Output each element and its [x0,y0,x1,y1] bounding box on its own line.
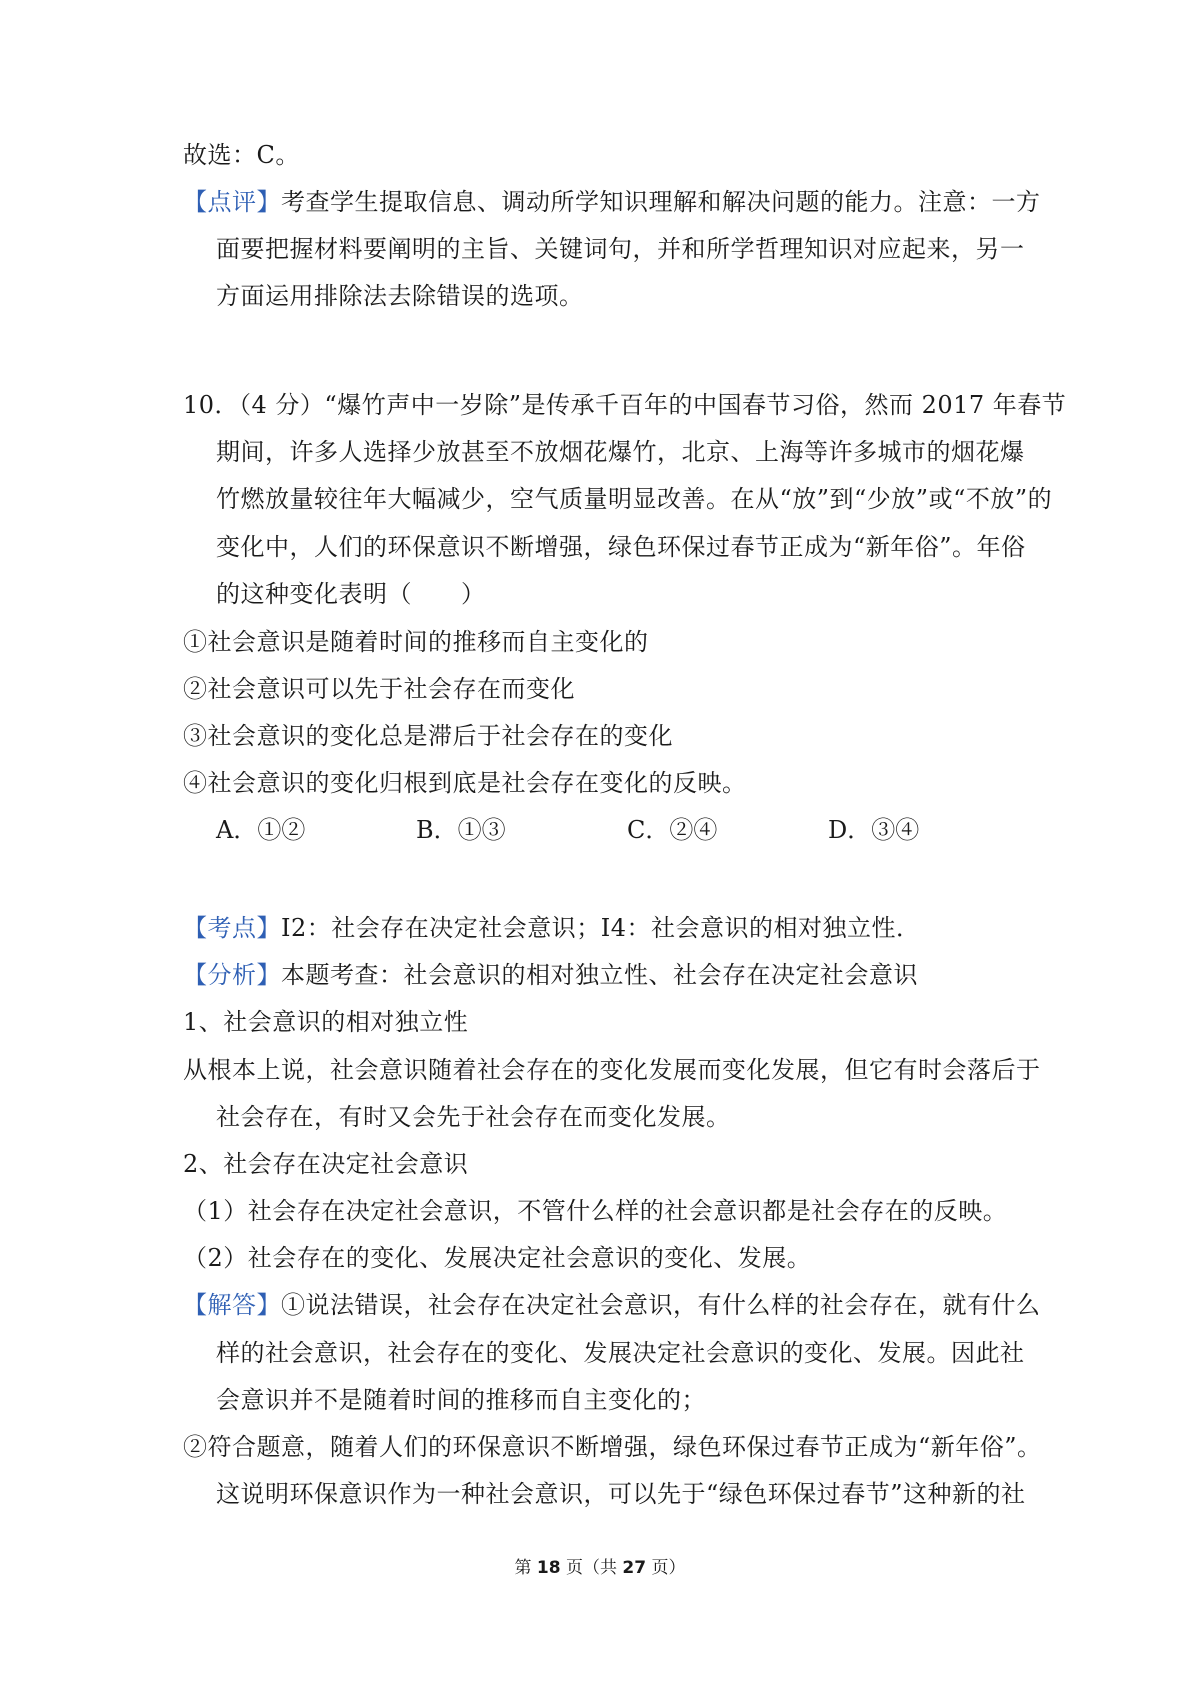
analysis-text-6: （1）社会存在决定社会意识，不管什么样的社会意识都是社会存在的反映。 [183,1197,1008,1225]
analysis-text-2: 1、社会意识的相对独立性 [183,1008,469,1036]
answer-text-5: 这说明环保意识作为一种社会意识，可以先于“绿色环保过春节”这种新的社 [216,1480,1026,1508]
question-text-3: 竹燃放量较往年大幅减少，空气质量明显改善。在从“放”到“少放”或“不放”的 [216,485,1053,513]
knowledge-point-text: I2：社会存在决定社会意识；I4：社会意识的相对独立性． [281,914,921,942]
statement-3-text: ③社会意识的变化总是滞后于社会存在的变化 [183,722,673,750]
analysis-line-3 [183,1053,1041,1087]
analysis-line-7 [183,1241,811,1275]
analysis-line-5 [183,1147,468,1181]
review-line-1 [183,185,1041,219]
statement-4 [183,766,747,800]
analysis-line-6 [183,1194,1007,1228]
analysis-text-3: 从根本上说，社会意识随着社会存在的变化发展而变化发展，但它有时会落后于 [183,1056,1041,1084]
footer-total-pages: 27 [622,1558,647,1578]
analysis-text-4: 社会存在，有时又会先于社会存在而变化发展。 [216,1103,731,1131]
conclusion-text: 故选：C。 [183,141,300,169]
analysis-line-2 [183,1005,468,1039]
page-footer [0,1556,1200,1580]
analysis-line-1 [183,958,918,992]
question-text-1: 10．（4 分）“爆竹声中一岁除”是传承千百年的中国春节习俗，然而 2017 年春节 [183,391,1067,419]
footer-page-number: 18 [536,1558,561,1578]
option-a: A．①② [216,816,306,844]
option-c: C．②④ [627,816,718,844]
analysis-text-1: 本题考查：社会意识的相对独立性、社会存在决定社会意识 [281,961,918,989]
question-text-2: 期间，许多人选择少放甚至不放烟花爆竹，北京、上海等许多城市的烟花爆 [216,438,1025,466]
answer-line-4 [183,1430,1042,1464]
conclusion-line [183,138,300,172]
knowledge-point-tag: 【考点】 [183,914,281,942]
analysis-text-7: （2）社会存在的变化、发展决定社会意识的变化、发展。 [183,1244,812,1272]
question-line-3 [216,482,1052,516]
answer-text-4: ②符合题意，随着人们的环保意识不断增强，绿色环保过春节正成为“新年俗”。 [183,1433,1042,1461]
review-tag: 【点评】 [183,188,281,216]
answer-text-1: ①说法错误，社会存在决定社会意识，有什么样的社会存在，就有什么 [281,1291,1041,1319]
answer-text-2: 样的社会意识，社会存在的变化、发展决定社会意识的变化、发展。因此社 [216,1339,1025,1367]
question-line-5 [216,577,486,611]
analysis-tag: 【分析】 [183,961,281,989]
option-b: B．①③ [416,816,506,844]
statement-3 [183,719,673,753]
review-text-2: 面要把握材料要阐明的主旨、关键词句，并和所学哲理知识对应起来，另一 [216,235,1025,263]
answer-line-2 [216,1336,1025,1370]
question-text-5: 的这种变化表明（ ） [216,580,486,608]
question-line-1 [183,388,1066,422]
statement-2 [183,672,575,706]
review-line-2 [216,232,1025,266]
analysis-line-4 [216,1100,731,1134]
review-line-3 [216,279,584,313]
statement-1 [183,625,649,659]
footer-prefix: 第 [514,1558,537,1578]
answer-line-5 [216,1477,1026,1511]
statement-1-text: ①社会意识是随着时间的推移而自主变化的 [183,628,649,656]
question-text-4: 变化中，人们的环保意识不断增强，绿色环保过春节正成为“新年俗”。年俗 [216,533,1026,561]
review-text-1: 考查学生提取信息、调动所学知识理解和解决问题的能力。注意：一方 [281,188,1041,216]
answer-line-3 [216,1383,706,1417]
option-d: D．③④ [828,816,920,844]
footer-middle: 页（共 [560,1558,623,1578]
answer-text-3: 会意识并不是随着时间的推移而自主变化的； [216,1386,706,1414]
knowledge-point-line [183,911,921,945]
question-line-4 [216,530,1026,564]
statement-2-text: ②社会意识可以先于社会存在而变化 [183,675,575,703]
answer-tag: 【解答】 [183,1291,281,1319]
analysis-text-5: 2、社会存在决定社会意识 [183,1150,469,1178]
footer-suffix: 页） [646,1558,686,1578]
answer-line-1 [183,1288,1041,1322]
question-line-2 [216,435,1025,469]
statement-4-text: ④社会意识的变化归根到底是社会存在变化的反映。 [183,769,747,797]
review-text-3: 方面运用排除法去除错误的选项。 [216,282,584,310]
